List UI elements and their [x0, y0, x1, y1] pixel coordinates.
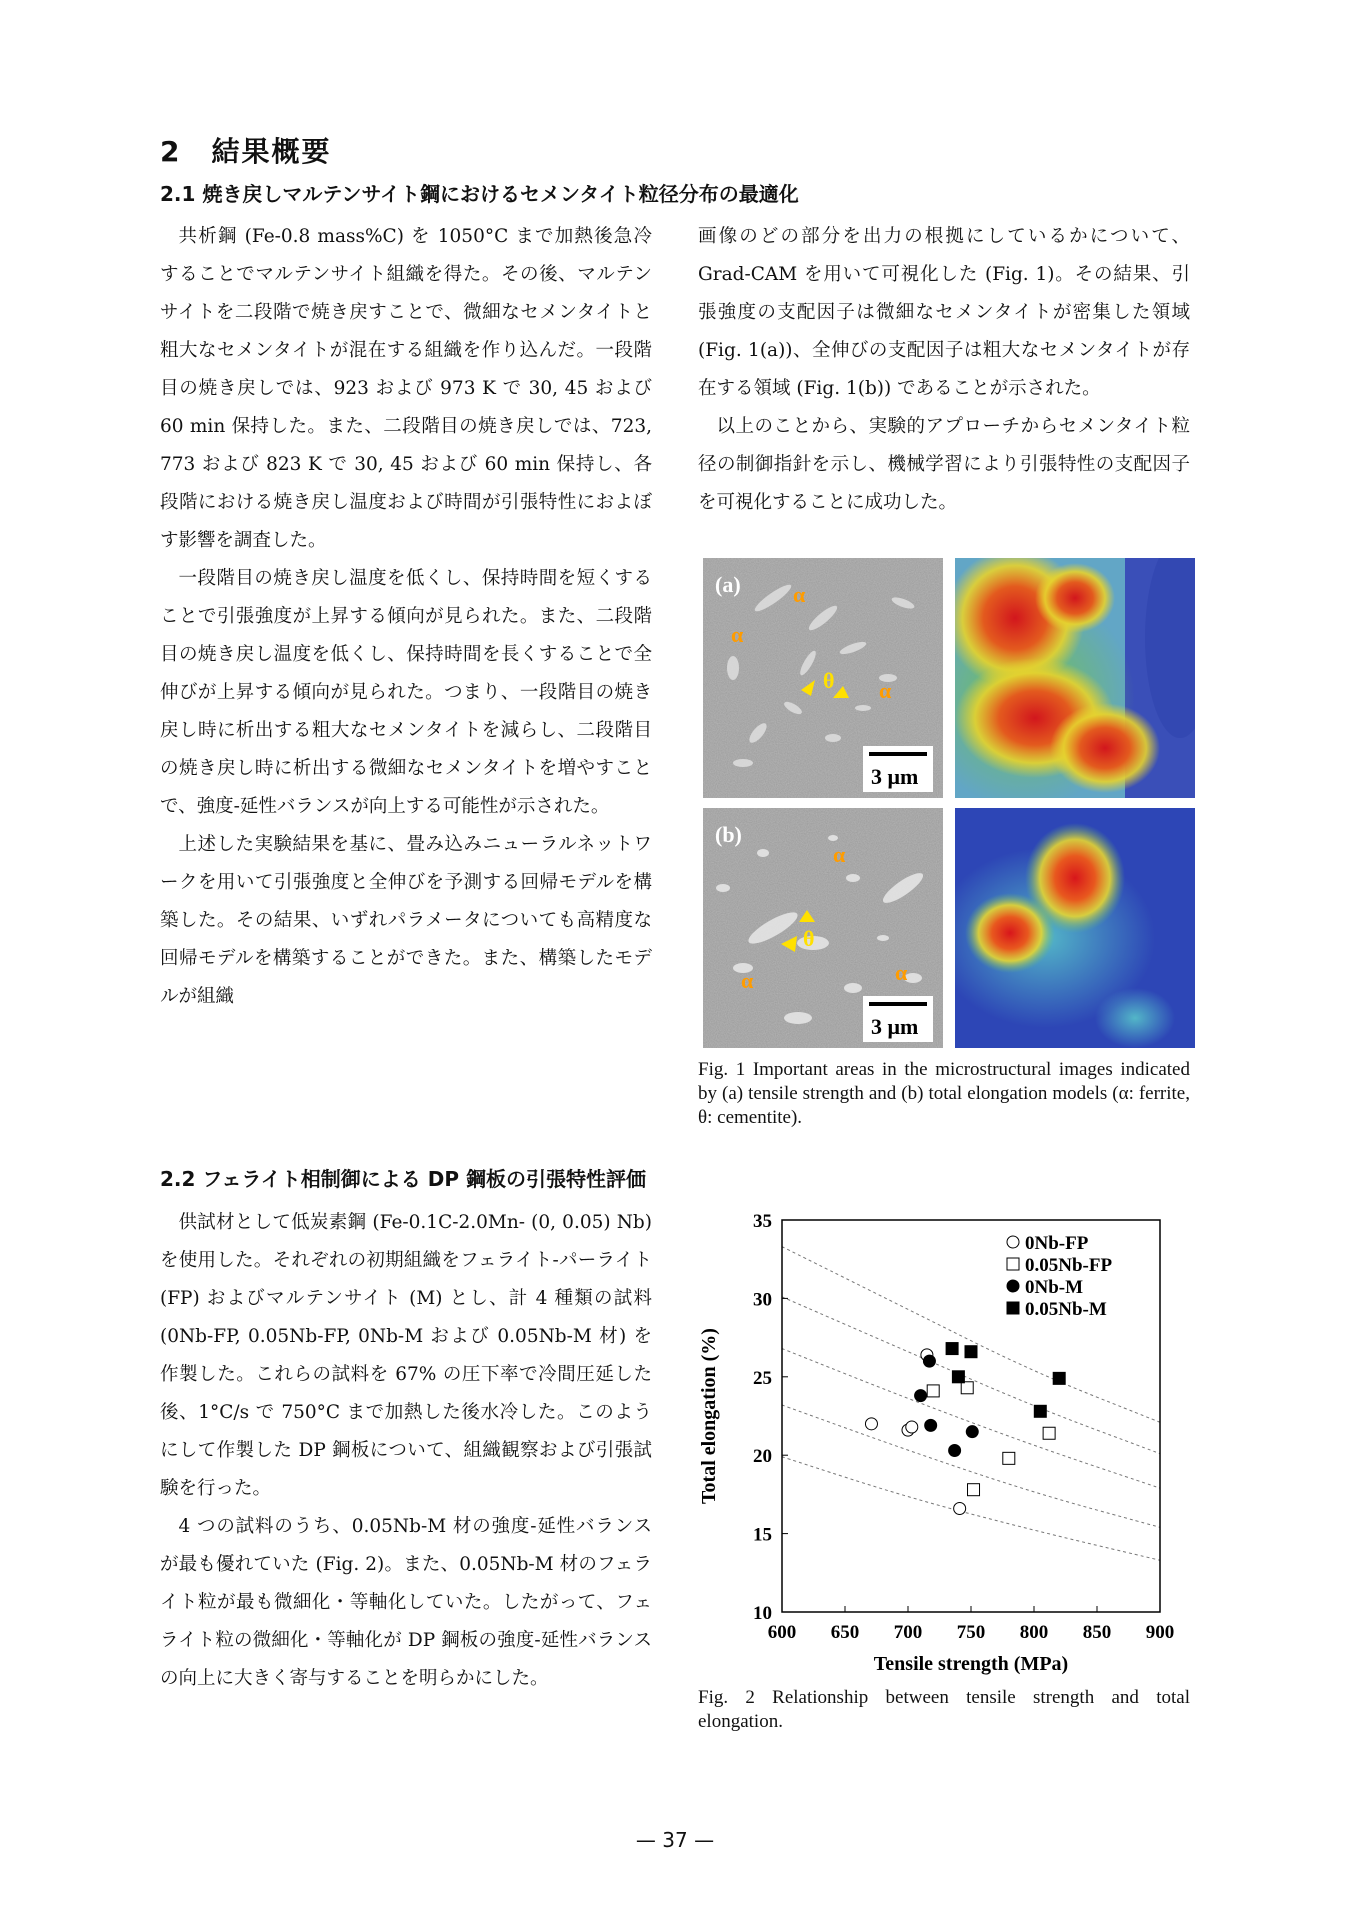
y-tick-label: 35: [753, 1211, 772, 1232]
fig2-caption: Fig. 2 Relationship between tensile strength and total elongation.: [698, 1687, 1190, 1732]
data-point: [915, 1390, 927, 1402]
alpha-label: α: [833, 842, 846, 867]
alpha-label: α: [741, 968, 754, 993]
data-point: [906, 1421, 918, 1433]
fig1b-sem-image: [703, 808, 943, 1048]
section-title: 2 結果概要: [160, 135, 332, 168]
legend-marker: [1007, 1280, 1019, 1292]
x-tick-label: 900: [1145, 1622, 1175, 1643]
data-point: [961, 1382, 973, 1394]
plot-frame: [782, 1220, 1160, 1612]
y-tick-label: 10: [753, 1603, 772, 1624]
paragraph: 上述した実験結果を基に、畳み込みニューラルネットワークを用いて引張強度と全伸びを予測する回帰モデルを構築した。その結果、いずれパラメータについても高精度な回帰モデルを構築することができた。また、構築したモデルが組織: [160, 834, 652, 1007]
fig1b-label: (b): [715, 822, 742, 847]
x-tick-label: 750: [956, 1622, 986, 1643]
legend-label: 0Nb-FP: [1025, 1233, 1089, 1254]
theta-label: θ: [803, 926, 815, 951]
data-point: [952, 1371, 964, 1383]
data-point: [1034, 1405, 1046, 1417]
reference-curve: [782, 1349, 1160, 1489]
scale-bar-label: 3 μm: [871, 1014, 919, 1039]
paragraph: 画像のどの部分を出力の根拠にしているかについて、Grad-CAM を用いて可視化した (Fig. 1)。その結果、引張強度の支配因子は微細なセメンタイトが密集した領域 (Fig. 1(a))、全伸びの支配因子は粗大なセメンタイトが存在する領域 (Fig. 1(b)) であることが示された。: [698, 226, 1190, 399]
scale-bar: [869, 752, 927, 756]
data-point: [923, 1355, 935, 1367]
paragraph: 一段階目の焼き戻し温度を低くし、保持時間を短くすることで引張強度が上昇する傾向が見られた。また、二段階目の焼き戻し温度を低くし、保持時間を長くすることで全伸びが上昇する傾向が見られた。つまり、一段階目の焼き戻し時に析出する粗大なセメンタイトを減らし、二段階目の焼き戻し時に析出する微細なセメンタイトを増やすことで、強度-延性バランスが向上する可能性が示された。: [160, 568, 652, 817]
left-column-2-1: [160, 218, 652, 1016]
scatter-chart: [695, 1200, 1195, 1680]
page-number: — 37 —: [635, 1828, 715, 1852]
x-tick-label: 700: [893, 1622, 923, 1643]
data-point: [965, 1346, 977, 1358]
subsection-title-2-2: 2.2 フェライト相制御による DP 鋼板の引張特性評価: [160, 1167, 646, 1191]
x-axis-label: Tensile strength (MPa): [873, 1653, 1069, 1675]
data-point: [1053, 1372, 1065, 1384]
x-tick-label: 800: [1019, 1622, 1049, 1643]
y-tick-label: 15: [753, 1524, 772, 1546]
y-tick-label: 20: [753, 1446, 772, 1468]
fig1a-sem-image: [703, 558, 943, 798]
y-axis-label: Total elongation (%): [698, 1328, 720, 1504]
paragraph: 以上のことから、実験的アプローチからセメンタイト粒径の制御指針を示し、機械学習により引張特性の支配因子を可視化することに成功した。: [698, 416, 1190, 513]
data-point: [925, 1419, 937, 1431]
alpha-label: α: [731, 622, 744, 647]
paragraph: 4 つの試料のうち、0.05Nb-M 材の強度-延性バランスが最も優れていた (Fig. 2)。また、0.05Nb-M 材のフェライト粒が最も微細化・等軸化していた。したがって、フェライト粒の微細化・等軸化が DP 鋼板の強度-延性バランスの向上に大きく寄与することを明らかにした。: [160, 1516, 652, 1689]
paragraph: 共析鋼 (Fe-0.8 mass%C) を 1050°C まで加熱後急冷することでマルテンサイト組織を得た。その後、マルテンサイトを二段階で焼き戻すことで、微細なセメンタイトと粗大なセメンタイトが混在する組織を作り込んだ。一段階目の焼き戻しでは、923 および 973 K で 30, 45 および 60 min 保持した。また、二段階目の焼き戻しでは、723, 773 および 823 K で 30, 45 および 60 min 保持し、各段階における焼き戻し温度および時間が引張特性におよぼす影響を調査した。: [160, 226, 652, 551]
y-tick-label: 25: [753, 1367, 772, 1389]
fig2-chart: [695, 1200, 1195, 1680]
legend-label: 0.05Nb-FP: [1025, 1255, 1113, 1276]
legend-label: 0Nb-M: [1025, 1277, 1084, 1298]
x-tick-label: 850: [1082, 1622, 1112, 1643]
alpha-label: α: [895, 960, 908, 985]
data-point: [927, 1385, 939, 1397]
data-point: [1043, 1427, 1055, 1439]
y-tick-label: 30: [753, 1289, 772, 1311]
left-column-2-2: [160, 1204, 652, 1698]
data-point: [954, 1503, 966, 1515]
reference-curve: [782, 1457, 1160, 1560]
theta-label: θ: [823, 668, 835, 693]
x-tick-label: 650: [830, 1622, 860, 1643]
data-point: [968, 1484, 980, 1496]
x-tick-label: 600: [767, 1622, 797, 1643]
paragraph: 供試材として低炭素鋼 (Fe-0.1C-2.0Mn- (0, 0.05) Nb) を使用した。それぞれの初期組織をフェライト-パーライト (FP) およびマルテンサイト (M) とし、計 4 種類の試料 (0Nb-FP, 0.05Nb-FP, 0Nb-M および 0.05Nb-M 材) を作製した。これらの試料を 67% の圧下率で冷間圧延した後、1°C/s で 750°C まで加熱した後水冷した。このようにして作製した DP 鋼板について、組織観察および引張試験を行った。: [160, 1212, 652, 1499]
alpha-label: α: [793, 582, 806, 607]
legend-label: 0.05Nb-M: [1025, 1299, 1107, 1320]
reference-curve: [782, 1405, 1160, 1527]
data-point: [949, 1444, 961, 1456]
legend-marker: [1007, 1258, 1019, 1270]
fig1b-gradcam-heatmap: [955, 808, 1195, 1048]
data-point: [966, 1426, 978, 1438]
legend-marker: [1007, 1302, 1019, 1314]
data-point: [946, 1343, 958, 1355]
right-column-2-1: [698, 218, 1190, 522]
data-point: [865, 1418, 877, 1430]
fig1a-gradcam-heatmap: [955, 558, 1195, 798]
scale-bar-label: 3 μm: [871, 764, 919, 789]
data-point: [1003, 1452, 1015, 1464]
legend-marker: [1007, 1236, 1019, 1248]
fig1-caption: Fig. 1 Important areas in the microstructural images indicated by (a) tensile strength and (b) total elongation models (α: ferrite, θ: cementite).: [698, 1059, 1190, 1128]
scale-bar: [869, 1002, 927, 1006]
fig1a-label: (a): [715, 572, 741, 597]
alpha-label: α: [879, 678, 892, 703]
subsection-title-2-1: 2.1 焼き戻しマルテンサイト鋼におけるセメンタイト粒径分布の最適化: [160, 182, 799, 206]
